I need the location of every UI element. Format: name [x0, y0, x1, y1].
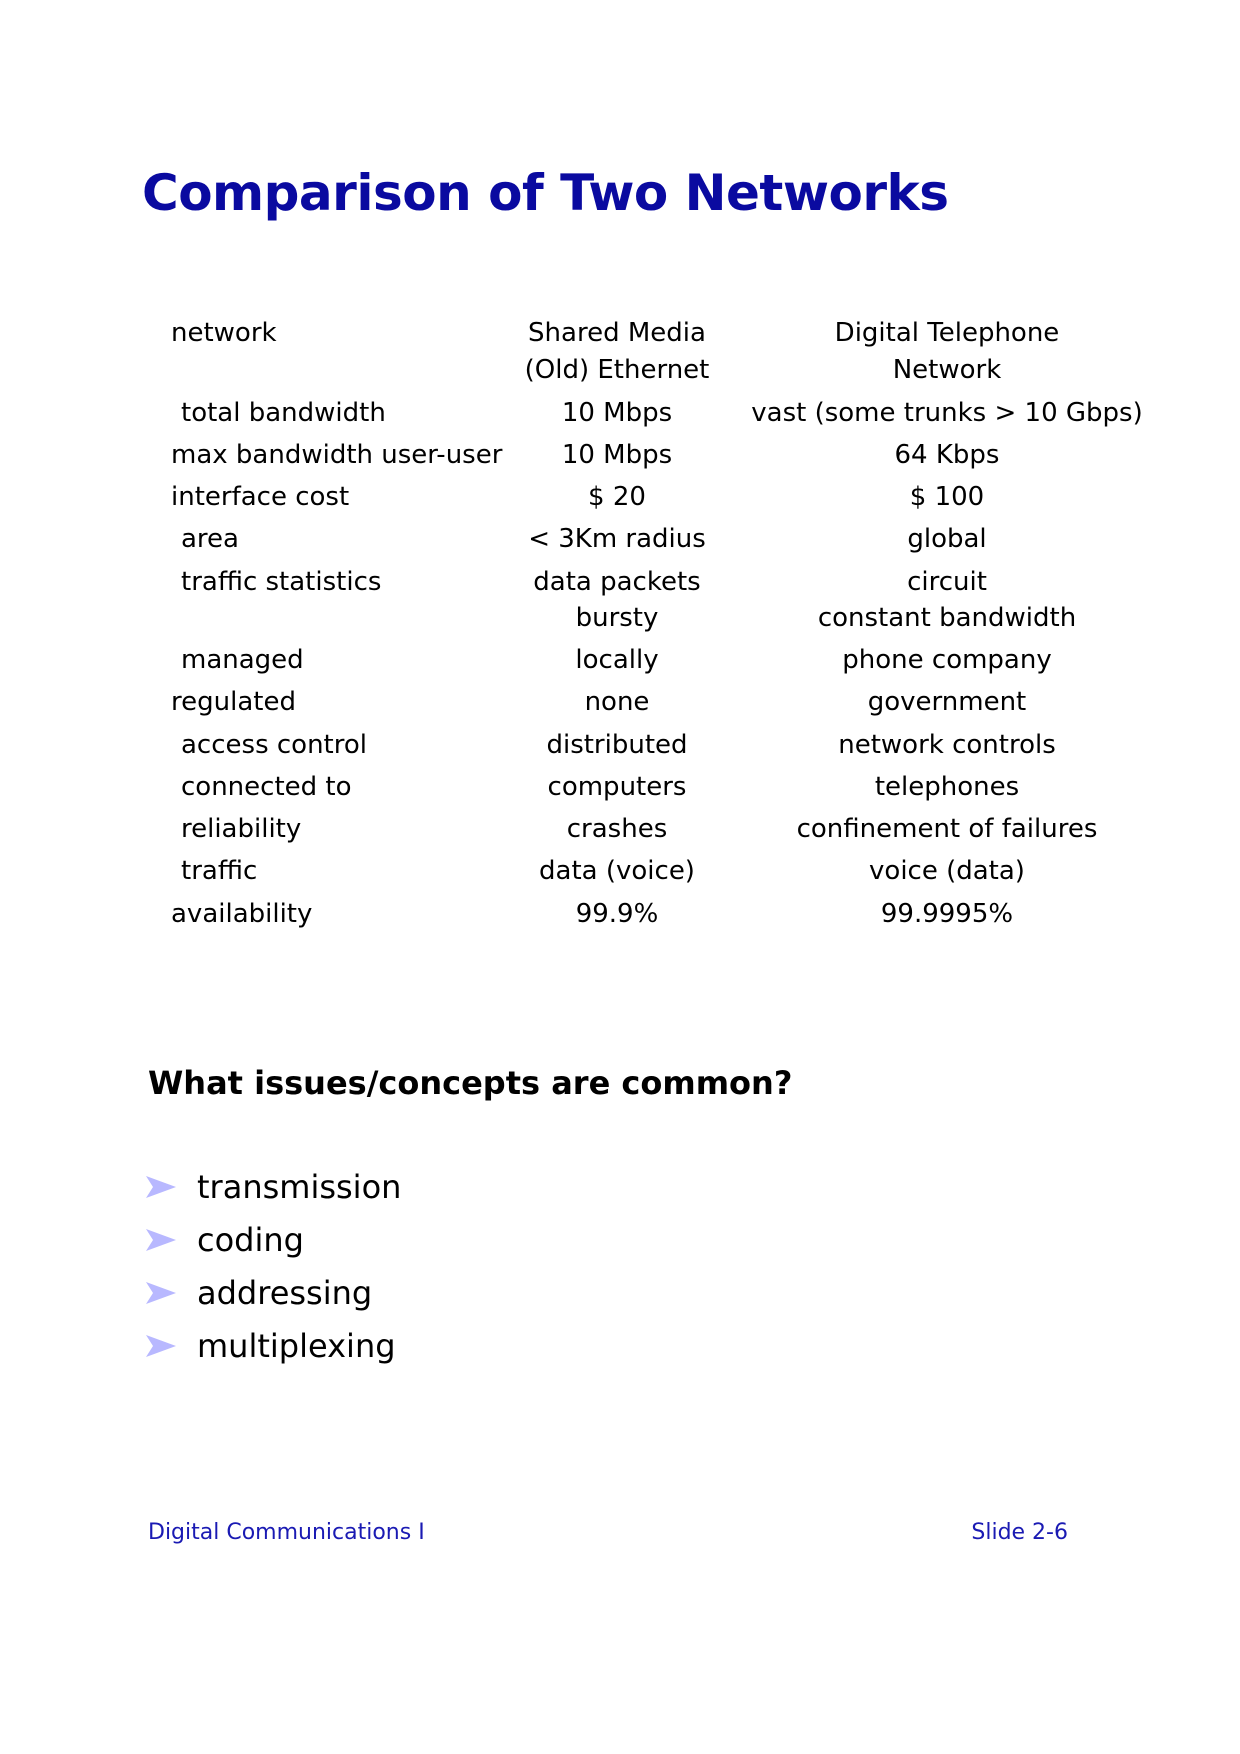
telephone-cell: constant bandwidth — [817, 603, 1077, 633]
row-label: access control — [181, 730, 367, 760]
row-label: traffic statistics — [181, 567, 382, 597]
ethernet-cell: 99.9% — [575, 899, 659, 929]
ethernet-cell: data (voice) — [539, 856, 695, 886]
ethernet-cell: (Old) Ethernet — [524, 355, 710, 385]
row-label: availability — [171, 899, 313, 929]
ethernet-cell: < 3Km radius — [528, 524, 706, 554]
table-row — [0, 598, 1240, 638]
ethernet-cell: bursty — [575, 603, 659, 633]
telephone-cell: phone company — [842, 645, 1052, 675]
bullet-text: addressing — [197, 1274, 373, 1312]
telephone-cell: global — [907, 524, 987, 554]
row-label: regulated — [171, 687, 296, 717]
row-label: max bandwidth user-user — [171, 440, 503, 470]
row-label: connected to — [181, 772, 352, 802]
ethernet-cell: crashes — [566, 814, 668, 844]
table-row — [0, 809, 1240, 849]
telephone-cell: 99.9995% — [880, 899, 1014, 929]
ethernet-cell: locally — [575, 645, 659, 675]
row-label: reliability — [181, 814, 302, 844]
telephone-cell: telephones — [874, 772, 1020, 802]
telephone-cell: vast (some trunks > 10 Gbps) — [751, 398, 1143, 428]
table-row — [0, 682, 1240, 722]
arrow-bullet-icon — [146, 1282, 176, 1304]
footer-course-title: Digital Communications I — [148, 1520, 425, 1545]
table-row — [0, 562, 1240, 602]
ethernet-cell: 10 Mbps — [561, 398, 673, 428]
row-label: area — [181, 524, 239, 554]
table-row — [0, 477, 1240, 517]
footer-slide-number: Slide 2-6 — [971, 1520, 1068, 1545]
telephone-cell: confinement of failures — [796, 814, 1098, 844]
telephone-cell: 64 Kbps — [894, 440, 1000, 470]
telephone-cell: circuit — [907, 567, 987, 597]
row-label: managed — [181, 645, 304, 675]
telephone-cell: Network — [892, 355, 1002, 385]
bullet-text: coding — [197, 1221, 304, 1259]
arrow-bullet-icon — [146, 1335, 176, 1357]
table-row — [0, 725, 1240, 765]
telephone-cell: voice (data) — [869, 856, 1025, 886]
table-row — [0, 851, 1240, 891]
table-row — [0, 393, 1240, 433]
table-row — [0, 894, 1240, 934]
ethernet-cell: distributed — [546, 730, 688, 760]
row-label: traffic — [181, 856, 258, 886]
telephone-cell: Digital Telephone — [834, 318, 1060, 348]
table-row — [0, 519, 1240, 559]
bullet-text: transmission — [197, 1168, 402, 1206]
bullet-text: multiplexing — [197, 1327, 396, 1365]
ethernet-cell: 10 Mbps — [561, 440, 673, 470]
arrow-bullet-icon — [146, 1229, 176, 1251]
ethernet-cell: Shared Media — [528, 318, 706, 348]
arrow-bullet-icon — [146, 1176, 176, 1198]
table-row — [0, 767, 1240, 807]
table-row — [0, 350, 1240, 390]
ethernet-cell: computers — [547, 772, 687, 802]
telephone-cell: government — [867, 687, 1027, 717]
row-label: total bandwidth — [181, 398, 386, 428]
ethernet-cell: $ 20 — [588, 482, 646, 512]
telephone-cell: $ 100 — [909, 482, 985, 512]
question-heading: What issues/concepts are common? — [148, 1064, 793, 1102]
table-row — [0, 313, 1240, 353]
telephone-cell: network controls — [838, 730, 1056, 760]
row-label: network — [171, 318, 277, 348]
slide-title: Comparison of Two Networks — [142, 164, 949, 222]
ethernet-cell: none — [584, 687, 650, 717]
ethernet-cell: data packets — [533, 567, 701, 597]
table-row — [0, 640, 1240, 680]
table-row — [0, 435, 1240, 475]
row-label: interface cost — [171, 482, 350, 512]
